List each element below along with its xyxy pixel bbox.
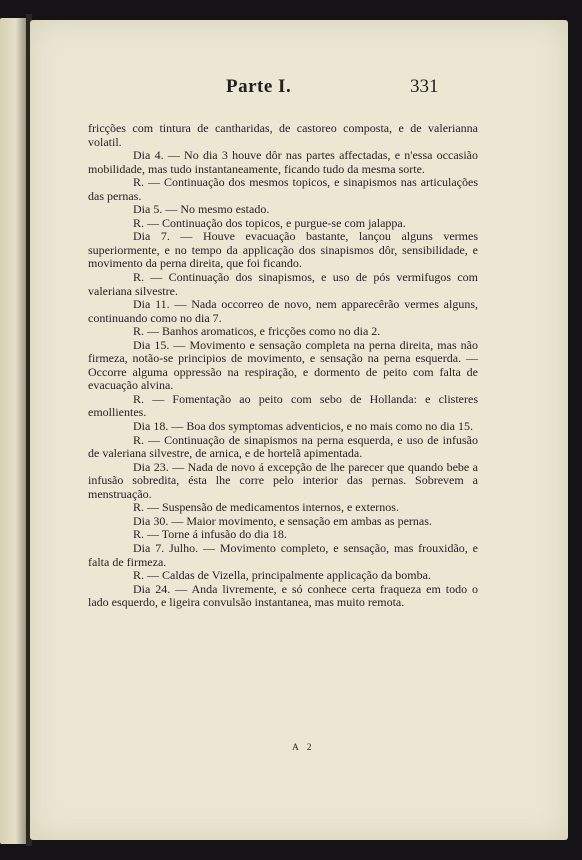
running-header [30, 76, 568, 100]
paragraph: R. — Banhos aromaticos, e fricções como no dia 2. [133, 324, 381, 339]
paragraph: fricções com tintura de cantharidas, de castoreo composta, e de valerianna volatil. [88, 121, 478, 149]
paragraph: Dia 7. — Houve evacuação bastante, lançou alguns vermes superiormente, e no tempo da applicação dos sinapismos dôr, sensibilidade, e movimento da perna direita, que foi ficando. [88, 229, 478, 271]
paragraph: R. — Continuação de sinapismos na perna esquerda, e uso de infusão de valeriana silvestre, de arnica, e de hortelã apimentada. [88, 432, 478, 461]
part-title: Parte I. [226, 76, 292, 97]
paragraph: Dia 11. — Nada occorreo de novo, nem apparecêrão vermes alguns, continuando como no dia 7. [88, 297, 478, 325]
paragraph: Dia 18. — Boa dos symptomas adventicios, e no mais como no dia 15. [133, 419, 473, 434]
paragraph: R. — Caldas de Vizella, principalmente applicação da bomba. [133, 568, 431, 583]
book-page [30, 20, 568, 840]
body-text [88, 122, 478, 610]
paragraph: R. — Continuação dos topicos, e purgue-se com jalappa. [133, 215, 406, 230]
paragraph: R. — Continuação dos mesmos topicos, e sinapismos nas articulações das pernas. [88, 175, 478, 203]
signature-mark: A 2 [292, 743, 315, 753]
paragraph: Dia 7. Julho. — Movimento completo, e sensação, mas frouxidão, e falta de firmeza. [88, 540, 478, 569]
paragraph: Dia 30. — Maior movimento, e sensação em ambas as pernas. [133, 513, 432, 528]
paragraph: R. — Fomentação ao peito com sebo de Hollanda: e clisteres emollientes. [88, 391, 478, 420]
paragraph: R. — Torne á infusão do dia 18. [133, 527, 287, 542]
page-number: 331 [410, 76, 439, 97]
paragraph: Dia 5. — No mesmo estado. [133, 202, 270, 217]
paragraph: R. — Suspensão de medicamentos internos, e externos. [133, 500, 399, 515]
paragraph: Dia 23. — Nada de novo á excepção de lhe parecer que quando bebe a infusão sobredita, ésta lhe corre pelo interior das pernas. Sobrevem a menstruação. [88, 459, 478, 501]
previous-page-edge [0, 18, 26, 844]
paragraph: R. — Continuação dos sinapismos, e uso de pós vermifugos com valeriana silvestre. [88, 270, 478, 298]
paragraph: Dia 24. — Anda livremente, e só conhece certa fraqueza em todo o lado esquerdo, e ligeira convulsão instantanea, mas muito remota. [88, 581, 478, 610]
paragraph: Dia 4. — No dia 3 houve dôr nas partes affectadas, e n'essa occasião mobilidade, mas tudo instantaneamente, ficando tudo da mesma sorte. [88, 148, 478, 176]
paragraph: Dia 15. — Movimento e sensação completa na perna direita, mas não firmeza, notão-se principios de movimento, e sensação na perna esquerda. — Occorre alguma oppressão na respiração, e dormento de peito com falta de evacuação alvina. [88, 337, 478, 393]
